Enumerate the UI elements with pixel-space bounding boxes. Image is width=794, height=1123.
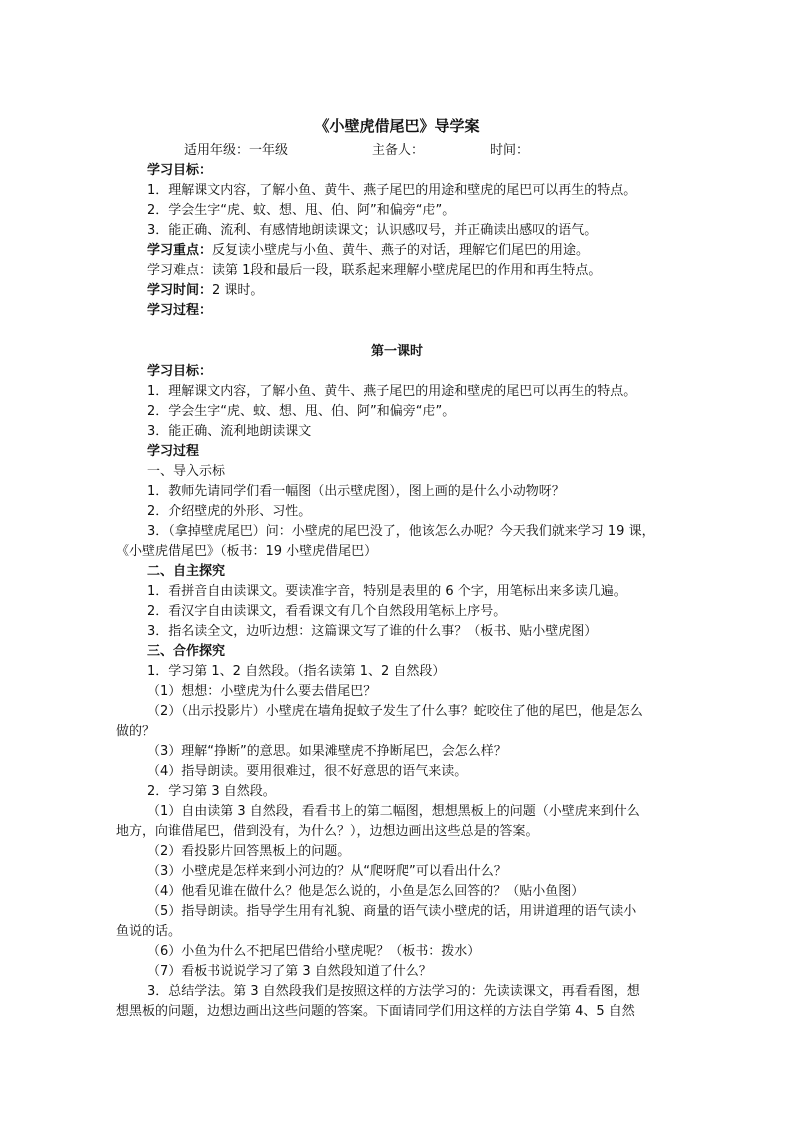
- cooperative-subitem: （4）他看见谁在做什么？他是怎么说的，小鱼是怎么回答的？（贴小鱼图）: [147, 884, 585, 899]
- goal-item: 1．理解课文内容，了解小鱼、黄牛、燕子尾巴的用途和壁虎的尾巴可以再生的特点。: [147, 183, 637, 198]
- cooperative-subitem: （6）小鱼为什么不把尾巴借给小壁虎呢？（板书：拨水）: [147, 944, 481, 959]
- key-points-text: 反复读小壁虎与小鱼、黄牛、燕子的对话，理解它们尾巴的用途。: [212, 243, 590, 258]
- cooperative-item: 3．总结学法。第 3 自然段我们是按照这样的方法学习的：先读读课文，再看看图，想: [147, 984, 640, 999]
- lesson-title: 第一课时: [370, 344, 423, 359]
- self-study-item: 3．指名读全文，边听边想：这篇课文写了谁的什么事？（板书、贴小壁虎图）: [147, 624, 598, 639]
- meta-preparer: 主备人：: [372, 143, 425, 158]
- cooperative-subitem-cont: 做的？: [116, 724, 156, 739]
- self-study-heading: 二、自主探究: [147, 564, 226, 579]
- cooperative-subitem: （2）（出示投影片）小壁虎在墙角捉蚊子发生了什么事？蛇咬住了他的尾巴，他是怎么: [147, 704, 643, 719]
- lesson-goal-item: 3．能正确、流利地朗读课文: [147, 424, 312, 439]
- cooperative-subitem: （3）小壁虎是怎样来到小河边的？从“爬呀爬”可以看出什么？: [147, 864, 507, 879]
- cooperative-subitem: （1）自由读第 3 自然段，看看书上的第二幅图，想想黑板上的问题（小壁虎来到什么: [147, 804, 640, 819]
- cooperative-item-cont: 想黑板的问题，边想边画出这些问题的答案。下面请同学们用这样的方法自学第 4、5 自然: [116, 1004, 635, 1019]
- cooperative-subitem: （3）理解“挣断”的意思。如果滩壁虎不挣断尾巴，会怎么样？: [147, 744, 507, 759]
- goal-item: 2．学会生字“虎、蚊、想、甩、伯、阿”和偏旁“虍”。: [147, 203, 456, 218]
- intro-item: 3．（拿掉壁虎尾巴）问：小壁虎的尾巴没了，他该怎么办呢？今天我们就来学习 19 课，: [147, 524, 655, 539]
- meta-grade: 适用年级：一年级: [184, 143, 289, 158]
- lesson-goals-heading: 学习目标：: [147, 364, 213, 379]
- cooperative-subitem: （5）指导朗读。指导学生用有礼貌、商量的语气读小壁虎的话，用讲道理的语气读小: [147, 904, 637, 919]
- intro-item-cont: 《小壁虎借尾巴》（板书：19 小壁虎借尾巴）: [116, 544, 378, 559]
- lesson-process-heading: 学习过程: [147, 444, 200, 459]
- cooperative-item: 2．学习第 3 自然段。: [147, 784, 276, 799]
- meta-time: 时间：: [490, 143, 530, 158]
- cooperative-item: 1．学习第 1、2 自然段。（指名读第 1、2 自然段）: [147, 664, 446, 679]
- intro-heading: 一、导入示标: [147, 464, 226, 479]
- cooperative-heading: 三、合作探究: [147, 644, 226, 659]
- study-time: [147, 282, 263, 300]
- lesson-goal-item: 1．理解课文内容，了解小鱼、黄牛、燕子尾巴的用途和壁虎的尾巴可以再生的特点。: [147, 384, 637, 399]
- cooperative-subitem: （4）指导朗读。要用很难过，很不好意思的语气来读。: [147, 764, 468, 779]
- key-points-label: 学习重点：: [147, 243, 213, 258]
- lesson-goal-item: 2．学会生字“虎、蚊、想、甩、伯、阿”和偏旁“虍”。: [147, 404, 456, 419]
- study-time-text: 2 课时。: [212, 283, 264, 298]
- intro-item: 2．介绍壁虎的外形、习性。: [147, 504, 312, 519]
- intro-item: 1．教师先请同学们看一幅图（出示壁虎图），图上画的是什么小动物呀？: [147, 484, 565, 499]
- cooperative-subitem-cont: 地方，向谁借尾巴，借到没有，为什么？），边想边画出这些总是的答案。: [116, 824, 539, 839]
- cooperative-subitem: （1）想想：小壁虎为什么要去借尾巴？: [147, 684, 377, 699]
- goal-item: 3．能正确、流利、有感情地朗读课文；认识感叹号，并正确读出感叹的语气。: [147, 223, 598, 238]
- study-time-label: 学习时间：: [147, 283, 213, 298]
- process-heading: 学习过程：: [147, 303, 213, 318]
- goals-heading: 学习目标：: [147, 163, 213, 178]
- self-study-item: 1．看拼音自由读课文。要读准字音，特别是表里的 6 个字，用笔标出来多读几遍。: [147, 584, 627, 599]
- cooperative-subitem: （7）看板书说说学习了第 3 自然段知道了什么？: [147, 964, 432, 979]
- key-points: [147, 242, 589, 260]
- difficulty: 学习难点：读第 1段和最后一段，联系起来理解小壁虎尾巴的作用和再生特点。: [147, 263, 602, 278]
- self-study-item: 2．看汉字自由读课文，看看课文有几个自然段用笔标上序号。: [147, 604, 507, 619]
- cooperative-subitem-cont: 鱼说的话。: [116, 924, 182, 939]
- cooperative-subitem: （2）看投影片回答黑板上的问题。: [147, 844, 351, 859]
- document-title: 《小壁虎借尾巴》导学案: [314, 117, 480, 135]
